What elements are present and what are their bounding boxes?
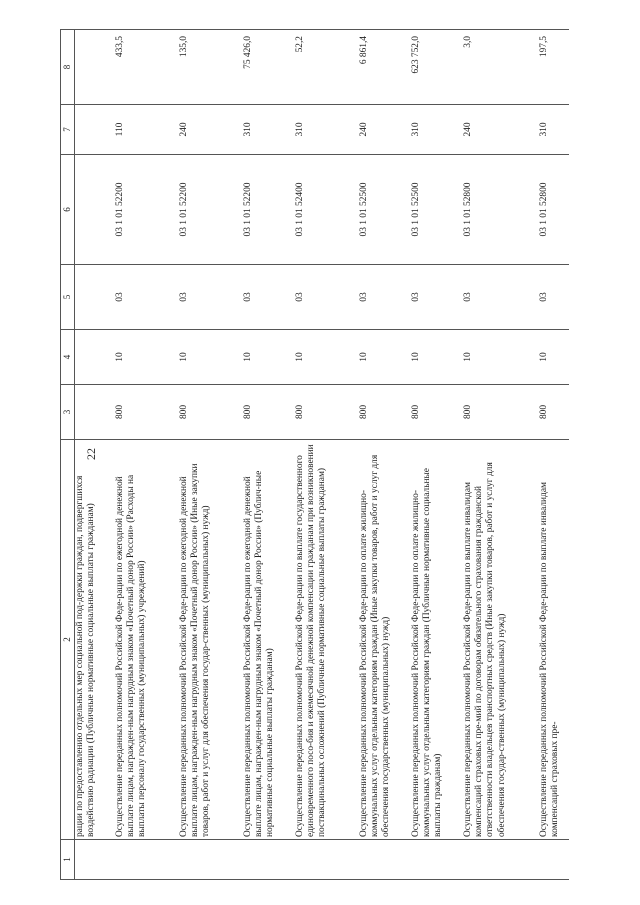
cell-col5: 03 <box>463 265 539 330</box>
cell-col8: 433,5 <box>115 30 179 105</box>
budget-table <box>60 29 569 880</box>
cell-col4: 10 <box>411 330 463 385</box>
cell-col6: 03 1 01 52200 <box>243 155 295 265</box>
cell-col7: 310 <box>411 105 463 155</box>
cell-col6: 03 1 01 52500 <box>411 155 463 265</box>
cell-col8: 3,0 <box>463 30 539 105</box>
cell-name: Осуществление переданных полномочий Российской Феде-рации по оплате жилищно-коммунальных услуг отдельным категориям граждан (Публичные нормативные социальные выплаты гражданам) <box>411 440 463 840</box>
column-header: 8 <box>61 30 75 105</box>
column-header: 6 <box>61 155 75 265</box>
table-row <box>75 30 115 880</box>
column-header: 1 <box>61 840 75 880</box>
cell-col4 <box>75 330 115 385</box>
cell-col8: 197,5 <box>539 30 569 105</box>
cell-name: Осуществление переданных полномочий Российской Феде-рации по ежегодной денежной выплате лицам, награжден-ным нагрудным знаком «Почетный донор России» (Расходы на выплаты персоналу государственных (муниципальных) учреждений) <box>115 440 179 840</box>
cell-col3: 800 <box>295 385 359 440</box>
cell-col7: 310 <box>539 105 569 155</box>
cell-col5: 03 <box>115 265 179 330</box>
column-header: 2 <box>61 440 75 840</box>
cell-col7: 240 <box>463 105 539 155</box>
cell-col1 <box>359 840 411 880</box>
cell-col1 <box>75 840 115 880</box>
cell-col1 <box>179 840 243 880</box>
cell-col6: 03 1 01 52200 <box>115 155 179 265</box>
cell-col6: 03 1 01 52400 <box>295 155 359 265</box>
cell-col7: 310 <box>295 105 359 155</box>
cell-col7: 240 <box>179 105 243 155</box>
cell-col3 <box>75 385 115 440</box>
table-row <box>295 30 359 880</box>
rotated-page-content <box>60 30 610 880</box>
table-row <box>359 30 411 880</box>
cell-col4: 10 <box>295 330 359 385</box>
column-header: 3 <box>61 385 75 440</box>
column-header: 7 <box>61 105 75 155</box>
cell-col8: 135,0 <box>179 30 243 105</box>
cell-col3: 800 <box>179 385 243 440</box>
cell-col5: 03 <box>179 265 243 330</box>
cell-col7 <box>75 105 115 155</box>
cell-name: Осуществление переданных полномочий Российской Феде-рации по ежегодной денежной выплате лицам, награжден-ным нагрудным знаком «Почетный донор России» (Иные закупки товаров, работ и услуг для обеспечения государ-ственных (муниципальных) нужд) <box>179 440 243 840</box>
cell-col8 <box>75 30 115 105</box>
cell-col8: 52,2 <box>295 30 359 105</box>
cell-col6: 03 1 01 52500 <box>359 155 411 265</box>
cell-col5 <box>75 265 115 330</box>
cell-col4: 10 <box>539 330 569 385</box>
cell-col7: 310 <box>243 105 295 155</box>
cell-col1 <box>539 840 569 880</box>
cell-name: рации по предоставлению отдельных мер социальной под-держки граждан, подвергшихся воздействию радиации (Публичные нормативные социальные выплаты гражданам) <box>75 440 115 840</box>
cell-name: Осуществление переданных полномочий Российской Феде-рации по выплате инвалидам компенсаций страховых пре-мий по договорам обязательного страхования гражданской ответственности владельцев транспортных средств (Иные закупки товаров, работ и услуг для обеспечения государ-ственных (муниципальных) нужд) <box>463 440 539 840</box>
cell-col4: 10 <box>463 330 539 385</box>
cell-col6: 03 1 01 52800 <box>463 155 539 265</box>
cell-col1 <box>243 840 295 880</box>
cell-col6: 03 1 01 52800 <box>539 155 569 265</box>
cell-col1 <box>463 840 539 880</box>
cell-col5: 03 <box>295 265 359 330</box>
cell-col3: 800 <box>115 385 179 440</box>
cell-col3: 800 <box>359 385 411 440</box>
table-row <box>411 30 463 880</box>
cell-col4: 10 <box>115 330 179 385</box>
cell-col4: 10 <box>243 330 295 385</box>
table-row <box>243 30 295 880</box>
cell-col1 <box>295 840 359 880</box>
table-row <box>179 30 243 880</box>
cell-col6 <box>75 155 115 265</box>
cell-name: Осуществление переданных полномочий Российской Феде-рации по выплате инвалидам компенсаций страховых пре- <box>539 440 569 840</box>
column-header: 4 <box>61 330 75 385</box>
cell-col5: 03 <box>539 265 569 330</box>
cell-col4: 10 <box>179 330 243 385</box>
cell-col8: 75 426,0 <box>243 30 295 105</box>
cell-col6: 03 1 01 52200 <box>179 155 243 265</box>
cell-col4: 10 <box>359 330 411 385</box>
cell-col3: 800 <box>463 385 539 440</box>
cell-col5: 03 <box>243 265 295 330</box>
cell-name: Осуществление переданных полномочий Российской Феде-рации по выплате государственного единовременного посо-бия и ежемесячной денежной компенсации гражданам при возникновении поствакцинальных осложнений (Публичные нормативные социальные выплаты гражданам) <box>295 440 359 840</box>
cell-col5: 03 <box>411 265 463 330</box>
page-number: 22 <box>84 448 98 460</box>
header-row <box>61 30 75 880</box>
table-row <box>539 30 569 880</box>
cell-col5: 03 <box>359 265 411 330</box>
cell-name: Осуществление переданных полномочий Российской Феде-рации по оплате жилищно-коммунальных услуг отдельным категориям граждан (Иные закупки товаров, работ и услуг для обеспечения государственных (муниципальных) нужд) <box>359 440 411 840</box>
cell-col8: 623 752,0 <box>411 30 463 105</box>
table-row <box>463 30 539 880</box>
cell-col7: 240 <box>359 105 411 155</box>
column-header: 5 <box>61 265 75 330</box>
cell-col1 <box>411 840 463 880</box>
cell-col7: 110 <box>115 105 179 155</box>
cell-col1 <box>115 840 179 880</box>
cell-col3: 800 <box>411 385 463 440</box>
cell-col3: 800 <box>243 385 295 440</box>
table-row <box>115 30 179 880</box>
cell-name: Осуществление переданных полномочий Российской Феде-рации по ежегодной денежной выплате лицам, награжден-ным нагрудным знаком «Почетный донор России» (Публич-ные нормативные социальные выплаты гражданам) <box>243 440 295 840</box>
cell-col8: 6 861,4 <box>359 30 411 105</box>
cell-col3: 800 <box>539 385 569 440</box>
